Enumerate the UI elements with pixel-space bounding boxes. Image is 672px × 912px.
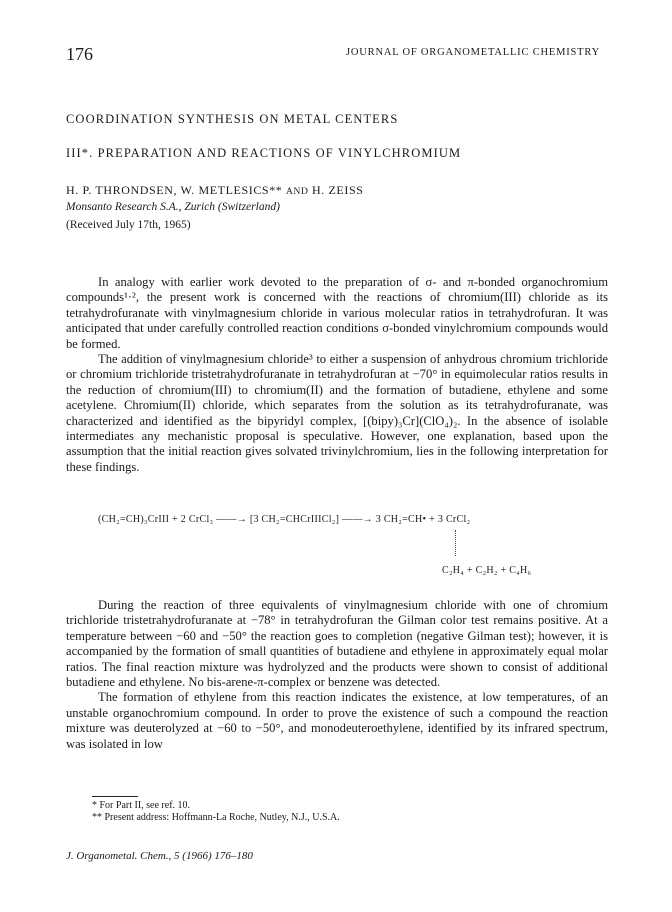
paragraph: In analogy with earlier work devoted to the preparation of σ- and π-bonded organochromium compounds¹·², the present work is concerned with the reactions of chromium(III) chloride as its tetrahydrofuranate with vinylmagnesium chloride in various molecular ratios in tetrahydrofuran. It was anticipated that under carefully controlled reaction conditions σ-bonded vinylchromium compounds would be formed.: [66, 275, 608, 351]
page-number: 176: [66, 44, 93, 64]
affiliation: Monsanto Research S.A., Zurich (Switzerland): [66, 201, 280, 213]
footnote-2: ** Present address: Hoffmann-La Roche, Nutley, N.J., U.S.A.: [92, 812, 340, 823]
authors-and: AND: [286, 187, 309, 197]
article-title: III*. PREPARATION AND REACTIONS OF VINYLCHROMIUM: [66, 146, 462, 160]
reaction-products: C₂H₄ + C₂H₂ + C₄H₆: [442, 565, 532, 576]
authors: [66, 183, 364, 198]
body-section-2: [66, 598, 608, 752]
article-series-title: COORDINATION SYNTHESIS ON METAL CENTERS: [66, 112, 399, 126]
paragraph: During the reaction of three equivalents of vinylmagnesium chloride with one of chromium trichloride tristetrahydrofuranate at −78° in tetrahydrofuran the Gilman color test remains positive. At a temperature between −60 and −50° the reaction goes to completion (negative Gilman test); however, it is accompanied by the formation of small quantities of butadiene and ethylene in approximately equal molar ratios. The final reaction mixture was hydrolyzed and the products were shown to consist of additional butadiene and ethylene. No bis-arene-π-complex or benzene was detected.: [66, 598, 608, 690]
authors-part2: H. ZEISS: [312, 183, 364, 197]
paragraph: The formation of ethylene from this reaction indicates the existence, at low temperatures, of an unstable organochromium compound. In order to prove the existence of such a compound the reaction mixture was deuterolyzed at −60 to −50°, and monodeuteroethylene, identified by its infrared spectrum, was isolated in low: [66, 690, 608, 751]
footnote-1: * For Part II, see ref. 10.: [92, 800, 191, 811]
body-section-1: [66, 275, 608, 475]
paragraph: The addition of vinylmagnesium chloride³ to either a suspension of anhydrous chromium trichloride or chromium trichloride tristetrahydrofuranate in tetrahydrofuran at −70° in equimolecular ratios results in the reduction of chromium(III) to chromium(II) and the formation of butadiene, ethylene and some acetylene. Chromium(II) chloride, which separates from the solution as its tetrahydrofuranate, was characterized and identified as the bipyridyl complex, [(bipy)₃Cr](ClO₄)₂. In the absence of isolable intermediates any mechanistic proposal is speculative. However, one explanation, based upon the assumption that the initial reaction gives solvated trivinylchromium, lies in the following interpretation for these findings.: [66, 352, 608, 474]
received-date: (Received July 17th, 1965): [66, 219, 191, 231]
journal-citation: J. Organometal. Chem., 5 (1966) 176–180: [66, 850, 253, 862]
scheme-arrow: [455, 530, 458, 556]
reaction-scheme: (CH₂=CH)₃CrIII + 2 CrCl₃ ——→ [3 CH₂=CHCrIIICl₂] ——→ 3 CH₂=CH• + 3 CrCl₂: [98, 514, 471, 525]
journal-name: JOURNAL OF ORGANOMETALLIC CHEMISTRY: [346, 47, 600, 58]
authors-part1: H. P. THRONDSEN, W. METLESICS**: [66, 183, 283, 197]
footnote-rule: [92, 796, 138, 797]
